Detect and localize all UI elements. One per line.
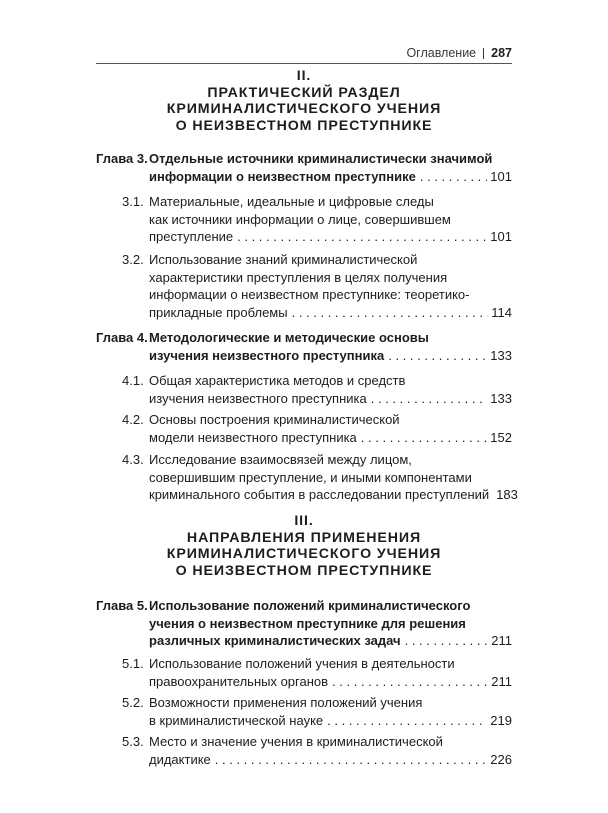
entry-page-number: 211 xyxy=(491,673,512,689)
entry-page-number: 183 xyxy=(496,487,518,502)
dot-leader xyxy=(292,304,489,322)
entry-title-line: в криминалистической науке xyxy=(149,712,324,728)
dot-leader xyxy=(420,168,487,186)
header-separator xyxy=(483,48,484,59)
section-title-line: ПРАКТИЧЕСКИЙ РАЗДЕЛ xyxy=(207,84,401,101)
section-title-line: О НЕИЗВЕСТНОМ ПРЕСТУПНИКЕ xyxy=(175,562,433,579)
entry-title-line: характеристики преступления в целях получения xyxy=(149,269,448,285)
entry-title-line: криминального события в расследовании преступлений xyxy=(149,487,490,502)
entry-page-number: 152 xyxy=(490,429,512,445)
dot-leader xyxy=(237,228,487,246)
entry-title-line: учения о неизвестном преступнике для решения xyxy=(149,615,466,631)
entry-page-number: 211 xyxy=(491,633,512,648)
section-title-line: О НЕИЗВЕСТНОМ ПРЕСТУПНИКЕ xyxy=(175,117,433,134)
entry-title-line: различных криминалистических задач xyxy=(149,633,401,648)
entry-title-line: дидактике xyxy=(149,751,211,767)
toc-entry-chapter-4[interactable] xyxy=(96,329,512,364)
dot-leader xyxy=(361,429,488,447)
toc-entry-3-1[interactable] xyxy=(96,193,512,246)
section-title-line: КРИМИНАЛИСТИЧЕСКОГО УЧЕНИЯ xyxy=(166,101,442,117)
entry-title-line: Общая характеристика методов и средств xyxy=(149,373,406,388)
entry-title-line: информации о неизвестном преступнике: теоретико- xyxy=(149,287,470,302)
entry-number: Глава 3. xyxy=(96,151,148,166)
entry-number: 3.2. xyxy=(122,252,144,267)
entry-title-line: совершившим преступление, и иными компонентами xyxy=(149,469,472,485)
entry-number: 3.1. xyxy=(122,194,144,209)
entry-number: 4.3. xyxy=(122,452,144,467)
entry-title-line: Возможности применения положений учения xyxy=(149,695,423,710)
header-title: Оглавление xyxy=(406,46,477,60)
entry-title-line: Методологические и методические основы xyxy=(149,330,429,345)
entry-title-line: Исследование взаимосвязей между лицом, xyxy=(149,452,412,467)
section-title-line: КРИМИНАЛИСТИЧЕСКОГО УЧЕНИЯ xyxy=(166,546,442,562)
toc-entry-4-2[interactable] xyxy=(96,411,512,446)
entry-title-line: Отдельные источники криминалистически значимой xyxy=(149,151,493,166)
entry-number: Глава 5. xyxy=(96,598,148,613)
entry-title-line: Материальные, идеальные и цифровые следы xyxy=(149,194,434,209)
entry-title-line: изучения неизвестного преступника xyxy=(149,347,385,363)
dot-leader xyxy=(405,632,489,650)
entry-page-number: 219 xyxy=(490,712,512,728)
entry-number: Глава 4. xyxy=(96,330,148,345)
toc-entry-5-1[interactable] xyxy=(96,655,512,690)
entry-title-line: изучения неизвестного преступника xyxy=(149,390,367,406)
dot-leader xyxy=(215,751,488,769)
entry-number: 4.2. xyxy=(122,412,144,427)
entry-title-line: Место и значение учения в криминалистической xyxy=(149,734,443,749)
entry-title-line: Использование положений криминалистического xyxy=(149,598,471,613)
entry-title-line: правоохранительных органов xyxy=(149,673,329,689)
section-numeral: II. xyxy=(296,68,312,84)
entry-title-line: информации о неизвестном преступнике xyxy=(149,168,416,184)
entry-page-number: 133 xyxy=(490,390,512,406)
section-numeral: III. xyxy=(294,513,314,529)
entry-page-number: 133 xyxy=(490,347,512,363)
header-rule xyxy=(96,63,512,64)
entry-page-number: 226 xyxy=(490,751,512,767)
toc-entry-4-1[interactable] xyxy=(96,372,512,407)
entry-page-number: 101 xyxy=(490,229,512,244)
section-heading-2 xyxy=(96,68,512,134)
toc-entry-3-2[interactable] xyxy=(96,251,512,321)
toc-entry-4-3[interactable] xyxy=(96,451,518,504)
entry-number: 5.3. xyxy=(122,734,144,749)
entry-title-line: Использование знаний криминалистической xyxy=(149,252,418,267)
section-title-line: НАПРАВЛЕНИЯ ПРИМЕНЕНИЯ xyxy=(186,529,422,546)
dot-leader xyxy=(332,673,488,691)
section-heading-3 xyxy=(96,513,512,579)
toc-entry-chapter-5[interactable] xyxy=(96,597,512,650)
toc-entry-5-2[interactable] xyxy=(96,694,512,729)
toc-entry-5-3[interactable] xyxy=(96,733,512,768)
entry-title-line: как источники информации о лице, совершившем xyxy=(149,211,451,227)
dot-leader xyxy=(371,390,488,408)
running-header xyxy=(96,44,512,62)
entry-page-number: 101 xyxy=(490,168,512,184)
entry-title-line: Основы построения криминалистической xyxy=(149,412,400,427)
entry-number: 4.1. xyxy=(122,373,144,388)
entry-title-line: модели неизвестного преступника xyxy=(149,429,357,445)
dot-leader xyxy=(327,712,487,730)
entry-number: 5.1. xyxy=(122,656,144,671)
entry-title-line: прикладные проблемы xyxy=(149,304,288,320)
dot-leader xyxy=(388,347,487,365)
entry-title-line: Использование положений учения в деятельности xyxy=(149,656,455,671)
entry-number: 5.2. xyxy=(122,695,144,710)
entry-title-line: преступление xyxy=(149,229,234,244)
toc-entry-chapter-3[interactable] xyxy=(96,150,512,185)
entry-page-number: 114 xyxy=(491,304,512,320)
page-number: 287 xyxy=(491,46,512,60)
